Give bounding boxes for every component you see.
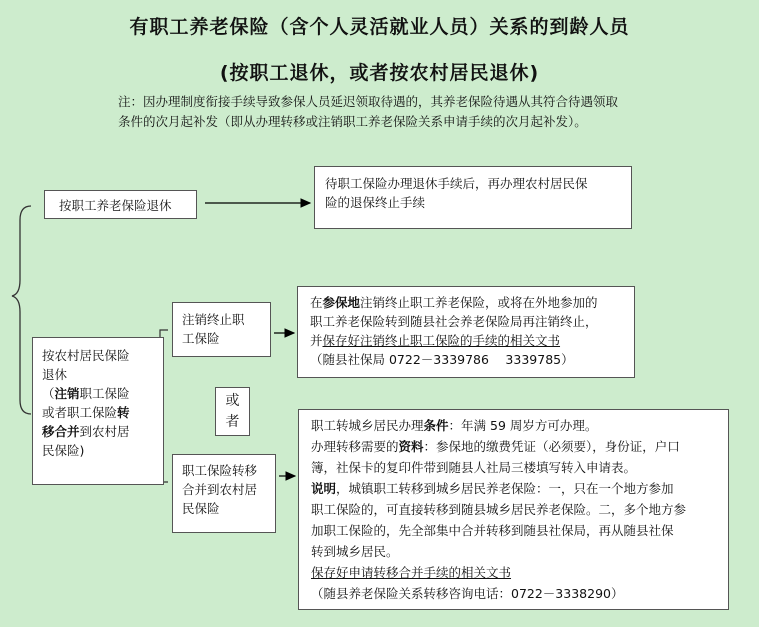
note-text: 注：因办理制度衔接手续导致参保人员延迟领取待遇的，其养老保险待遇从其符合待遇领取 条件的次月起补发（即从办理转移或注销职工养老保险关系申请手续的次月起补发）。 — [118, 94, 619, 129]
merge-description-box: 职工转城乡居民办理条件：年满 59 周岁方可办理。 办理转移需要的资料：参保地的缴费凭证（必须要），身份证，户口 簿，社保卡的复印件带到随县人社局三楼填写转入申请表。 说明，城镇职工转移到城乡居民养老保险：一，只在一个地方参加 职工保险的，可直接转移到随县城乡居民养老保险。二，多个地方参 加职工保险的，先全部集中合并转移到随县社保局，再从随县社保 转到城乡居民。 保存好申请转移合并手续的相关文书 （随县养老保险关系转移咨询电话：0722－3338290） — [298, 409, 729, 610]
cancel-contact-phone: （随县社保局 0722－3339786 3339785） — [310, 352, 574, 367]
merge-transfer-box: 职工保险转移 合并到农村居 民保险 — [172, 454, 276, 533]
cancel-description-box: 在参保地注销终止职工养老保险，或将在外地参加的 职工养老保险转到随县社会养老保险局再注销终止， 并保存好注销终止职工保险的手续的相关文书 （随县社保局 0722－3339786 3339785） — [297, 286, 635, 378]
retire-employee-box: 按职工养老保险退休 — [44, 190, 197, 219]
page-title: 有职工养老保险（含个人灵活就业人员）关系的到龄人员 — [129, 16, 630, 38]
retire-rural-box: 按农村居民保险 退休 （注销职工保险 或者职工保险转 移合并到农村居 民保险) — [32, 337, 164, 485]
cancel-employee-insurance-box: 注销终止职 工保险 — [172, 302, 271, 357]
or-box: 或 者 — [215, 387, 250, 436]
page-subtitle: (按职工退休，或者按农村居民退休) — [219, 62, 540, 84]
curly-brace — [12, 206, 31, 414]
merge-contact-phone: （随县养老保险关系转移咨询电话：0722－3338290） — [311, 586, 624, 601]
retire-employee-result-box: 待职工保险办理退休手续后，再办理农村居民保 险的退保终止手续 — [314, 166, 632, 229]
